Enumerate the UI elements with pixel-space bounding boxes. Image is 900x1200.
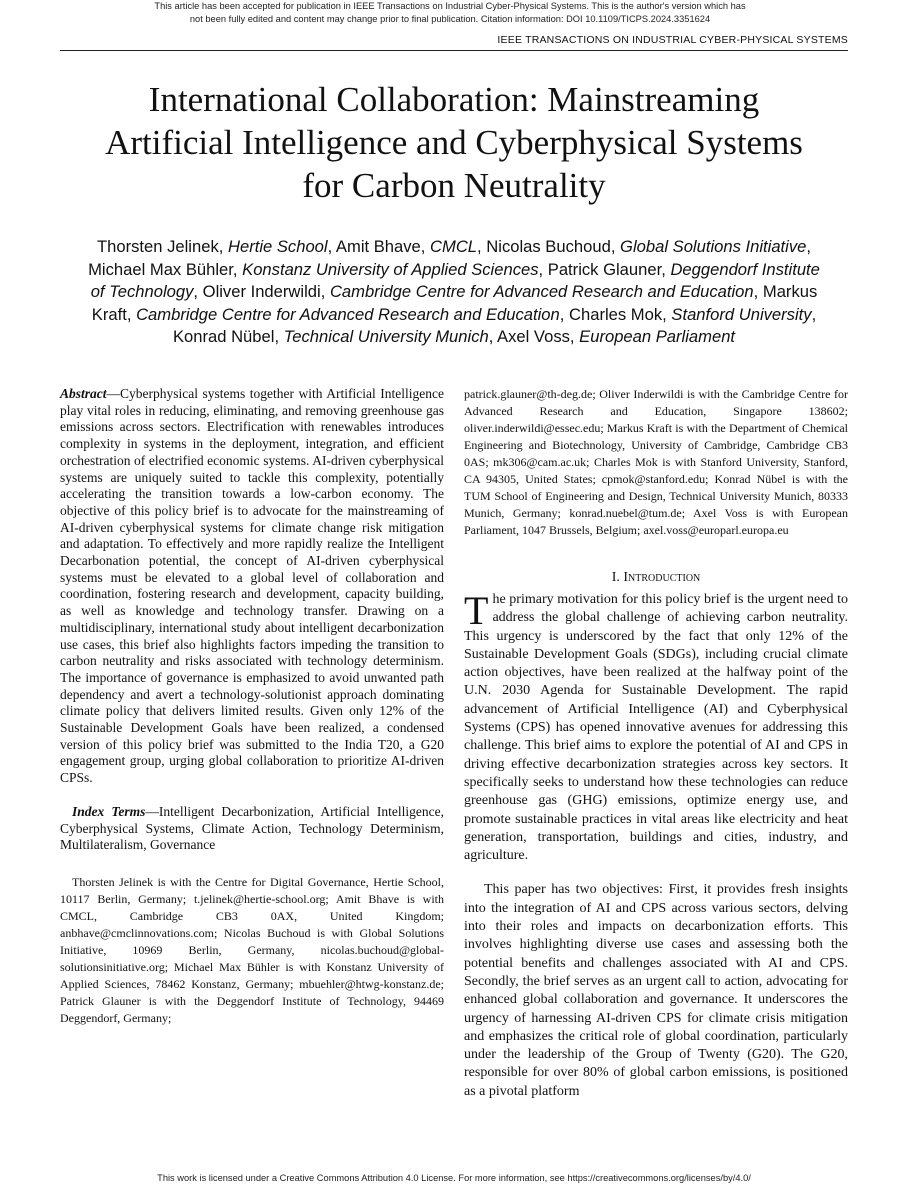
title-line-3: for Carbon Neutrality [302,166,606,205]
license-footer: This work is licensed under a Creative Commons Attribution 4.0 License. For more information, see https://creativecommons.org/licenses/by/4.0/ [157,1173,751,1183]
affiliation-footnote-continued: patrick.glauner@th-deg.de; Oliver Inderwildi is with the Cambridge Centre for Advanced Research and Education, Singapore 138602; oliver.inderwildi@essec.edu; Markus Kraft is with the Department of Chemical Engineering and Biotechnology, University of Cambridge, Cambridge CB3 0AS; mk306@cam.ac.uk; Charles Mok is with Stanford University, Stanford, CA 94305, United States; cpmok@stanford.edu; Konrad Nübel is with the TUM School of Engineering and Design, Technical University Munich, 80333 Munich, Germany; konrad.nuebel@tum.de; Axel Voss is with European Parliament, 1047 Brussels, Belgium; axel.voss@europarl.europa.eu [464,387,848,537]
author-name: Michael Max Bühler [88,259,233,279]
author-affiliation: Hertie School [227,237,328,256]
intro-paragraph-2: This paper has two objectives: First, it provides fresh insights into the integration of AI and CPS across various sectors, delving into their roles and impacts on decarbonization efforts. This involves highlighting diverse use cases and assessing both the potential benefits and challenges associated with AI and CPS. Secondly, the brief serves as an urgent call to action, advocating for enhanced global collaboration and governance. It underscores the urgency of harnessing AI-driven CPS for climate crisis mitigation and emphasizes the critical role of global coordination, particularly under the leadership of the Group of Twenty (G20). The G20, responsible for over 80% of global carbon emissions, is positioned as a pivotal platform [464,882,848,1099]
intro-paragraph-1-text: he primary motivation for this policy brief is the urgent need to address the global challenge of achieving carbon neutrality. This urgency is underscored by the fact that only 12% of the Sustainable Development Goals (SDGs), including crucial climate action objectives, have been realized at the halfway point of the U.N. 2030 Agenda for Sustainable Development. The rapid advancement of Artificial Intelligence (AI) and Cyberphysical Systems (CPS) has opened innovative avenues for addressing this challenge. This brief aims to explore the potential of AI and CPS in driving effective decarbonization strategies across key sectors. It specifically seeks to understand how these technologies can reduce greenhouse gas (GHG) emissions, optimize energy use, and promote sustainable practices in vital areas like electricity and heat generation, transportation, buildings and cities, industry, and agriculture. [464,592,848,864]
intro-paragraph-1 [464,588,848,865]
author-name: Patrick Glauner [547,259,662,279]
author-list: Thorsten Jelinek, Hertie School, Amit Bhave, CMCL, Nicolas Buchoud, Global Solutions Initiative, Michael Max Bühler, Konstanz University of Applied Sciences, Patrick Glauner, Deggendorf Institute of Technology, Oliver Inderwildi, Cambridge Centre for Advanced Research and Education, Markus Kraft, Cambridge Centre for Advanced Research and Education, Charles Mok, Stanford University, Konrad Nübel, Technical University Munich, Axel Voss, European Parliament [88,237,820,346]
publication-notice: This article has been accepted for publication in IEEE Transactions on Industrial Cyber-Physical Systems. This is the author's version which has not been fully edited and content may change prior to final publication. Citation information: DOI 10.1109/TICPS.2024.3351624 [154,1,746,24]
right-column [464,386,848,1101]
running-head: IEEE TRANSACTIONS ON INDUSTRIAL CYBER-PHYSICAL SYSTEMS [497,34,848,46]
author-name: Markus Kraft [91,282,818,324]
title-line-1: International Collaboration: Mainstreaming [148,80,760,119]
header-rule [60,50,848,51]
author-name: Charles Mok [569,304,663,324]
left-column [60,386,444,1027]
author-affiliation: Konstanz University of Applied Sciences [242,259,539,279]
author-affiliation: Stanford University [671,304,812,324]
author-affiliation: Cambridge Centre for Advanced Research and Education [329,282,754,301]
author-name: Axel Voss [497,327,570,346]
author-name: Thorsten Jelinek [97,237,219,256]
author-name: Nicolas Buchoud [486,237,611,256]
author-name: Amit Bhave [335,237,421,256]
index-terms-label: Index Terms [72,803,146,819]
abstract [60,386,444,787]
author-affiliation: Cambridge Centre for Advanced Research and Education [136,304,560,324]
section-number: I. [611,570,620,585]
author-affiliation: Deggendorf Institute of Technology [90,259,820,301]
author-affiliation: Global Solutions Initiative [620,237,807,256]
author-affiliation: CMCL [430,237,478,256]
drop-cap: T [464,588,489,633]
index-terms [60,804,444,854]
author-name: Oliver Inderwildi [202,282,321,301]
section-title: Introduction [623,570,701,585]
abstract-text: —Cyberphysical systems together with Artificial Intelligence play vital roles in reducing, eliminating, and removing greenhouse gas emissions across sectors. Electrification with renewables introduces complexity in systems in the deployment, integration, and efficient orchestration of electrified economic systems. AI-driven cyberphysical systems are uniquely suited to tackle this complexity, potentially accelerating the transition towards a low-carbon economy. The objective of this policy brief is to advocate for the mainstreaming of AI-driven cyberphysical systems for climate change risk mitigation and adaptation. To effectively and more rapidly realize the Intelligent Decarbonation potential, the concept of AI-driven cyberphysical systems must be elevated to a global level of collaboration and coordination, fostering research and development, capacity building, as well as knowledge and technology transfer. Drawing on a multidisciplinary, international study about intelligent decarbonization use cases, this brief also highlights factors impeding the transition to carbon neutrality and risks associated with technology determinism. The importance of governance is emphasized to avoid unwanted path dependency and avert a technology-solutionist approach dominating climate policy that delivers limited results. Given only 12% of the Sustainable Development Goals have been realized, a condensed version of this policy brief was submitted to the India T20, a G20 engagement group, urging global collaboration to prioritize AI-driven CPSs. [60,386,444,786]
index-terms-text: —Intelligent Decarbonization, Artificial Intelligence, Cyberphysical Systems, Climate Action, Technology Determinism, Multilateralism, Governance [60,803,445,853]
author-affiliation: European Parliament [579,327,736,346]
author-name: Konrad Nübel [172,327,275,346]
title-line-2: Artificial Intelligence and Cyberphysical Systems [105,123,803,162]
affiliation-footnote: Thorsten Jelinek is with the Centre for Digital Governance, Hertie School, 10117 Berlin, Germany; t.jelinek@hertie-school.org; Amit Bhave is with CMCL, Cambridge CB3 0AX, United Kingdom; anbhave@cmclinnovations.com; Nicolas Buchoud is with Global Solutions Initiative, 10969 Berlin, Germany, nicolas.buchoud@global-solutionsinitiative.org; Michael Max Bühler is with Konstanz University of Applied Sciences, 78462 Konstanz, Germany; mbuehler@htwg-konstanz.de; Patrick Glauner is with the Deggendorf Institute of Technology, 94469 Deggendorf, Germany; [60,874,444,1025]
section-heading [464,569,848,587]
paper-title [60,78,848,207]
abstract-label: Abstract [60,386,107,401]
author-affiliation: Technical University Munich [283,327,489,346]
